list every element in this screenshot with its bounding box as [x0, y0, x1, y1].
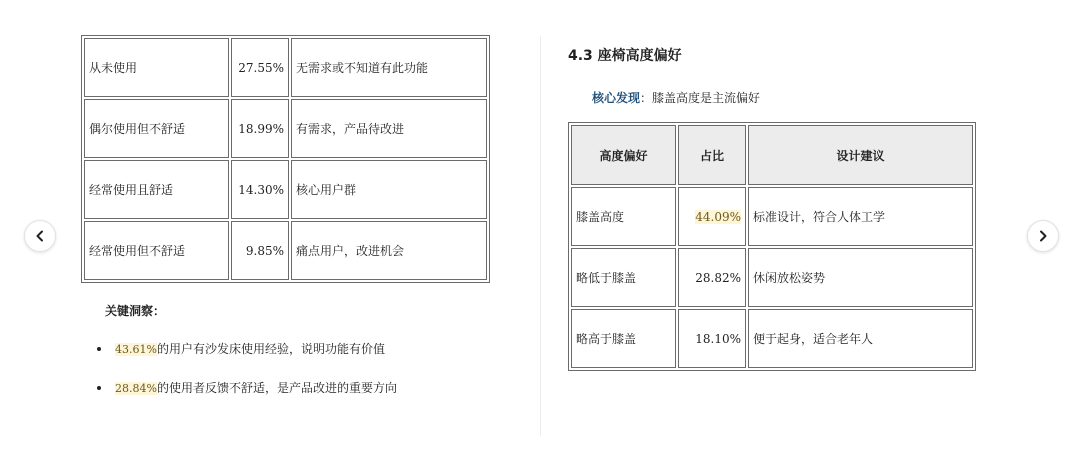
highlight-value: 43.61% — [115, 343, 157, 356]
core-finding — [592, 89, 760, 106]
percent-cell: 28.82% — [678, 248, 746, 307]
category-cell: 经常使用但不舒适 — [84, 221, 229, 280]
table-header-row — [571, 125, 973, 185]
table-row — [84, 99, 487, 158]
note-cell: 核心用户群 — [291, 160, 487, 219]
percent-cell: 18.10% — [678, 309, 746, 368]
column-header: 设计建议 — [748, 125, 973, 185]
note-cell: 有需求，产品待改进 — [291, 99, 487, 158]
suggestion-cell: 标准设计，符合人体工学 — [748, 187, 973, 246]
next-page-button[interactable] — [1027, 220, 1059, 252]
chevron-left-icon — [34, 230, 46, 242]
percent-cell: 9.85% — [231, 221, 289, 280]
percent-cell — [678, 187, 746, 246]
table-row — [571, 309, 973, 368]
suggestion-cell: 便于起身，适合老年人 — [748, 309, 973, 368]
column-header: 占比 — [678, 125, 746, 185]
table-row — [571, 187, 973, 246]
category-cell: 从未使用 — [84, 38, 229, 97]
table-row — [84, 38, 487, 97]
table-row — [84, 160, 487, 219]
table-row — [571, 248, 973, 307]
list-item — [97, 378, 397, 417]
category-cell: 偶尔使用但不舒适 — [84, 99, 229, 158]
table-row — [84, 221, 487, 280]
finding-label: 核心发现 — [592, 91, 641, 105]
chevron-right-icon — [1037, 230, 1049, 242]
preference-cell: 略高于膝盖 — [571, 309, 676, 368]
insight-text: 的使用者反馈不舒适，是产品改进的重要方向 — [156, 381, 397, 395]
insights-title: 关键洞察： — [105, 304, 166, 318]
finding-text: ：膝盖高度是主流偏好 — [640, 91, 761, 105]
seat-height-table — [568, 122, 976, 371]
list-item — [97, 339, 397, 378]
insights-list — [97, 339, 397, 417]
note-cell: 痛点用户，改进机会 — [291, 221, 487, 280]
category-cell: 经常使用且舒适 — [84, 160, 229, 219]
suggestion-cell: 休闲放松姿势 — [748, 248, 973, 307]
percent-cell: 18.99% — [231, 99, 289, 158]
insight-text: 的用户有沙发床使用经验，说明功能有价值 — [156, 342, 385, 356]
section-title: 4.3 座椅高度偏好 — [568, 48, 682, 64]
highlight-value: 44.09% — [695, 209, 741, 224]
page-divider — [540, 36, 541, 436]
preference-cell: 略低于膝盖 — [571, 248, 676, 307]
highlight-value: 28.84% — [115, 382, 157, 395]
usage-table — [81, 35, 490, 283]
percent-cell: 14.30% — [231, 160, 289, 219]
column-header: 高度偏好 — [571, 125, 676, 185]
prev-page-button[interactable] — [24, 220, 56, 252]
percent-cell: 27.55% — [231, 38, 289, 97]
note-cell: 无需求或不知道有此功能 — [291, 38, 487, 97]
preference-cell: 膝盖高度 — [571, 187, 676, 246]
